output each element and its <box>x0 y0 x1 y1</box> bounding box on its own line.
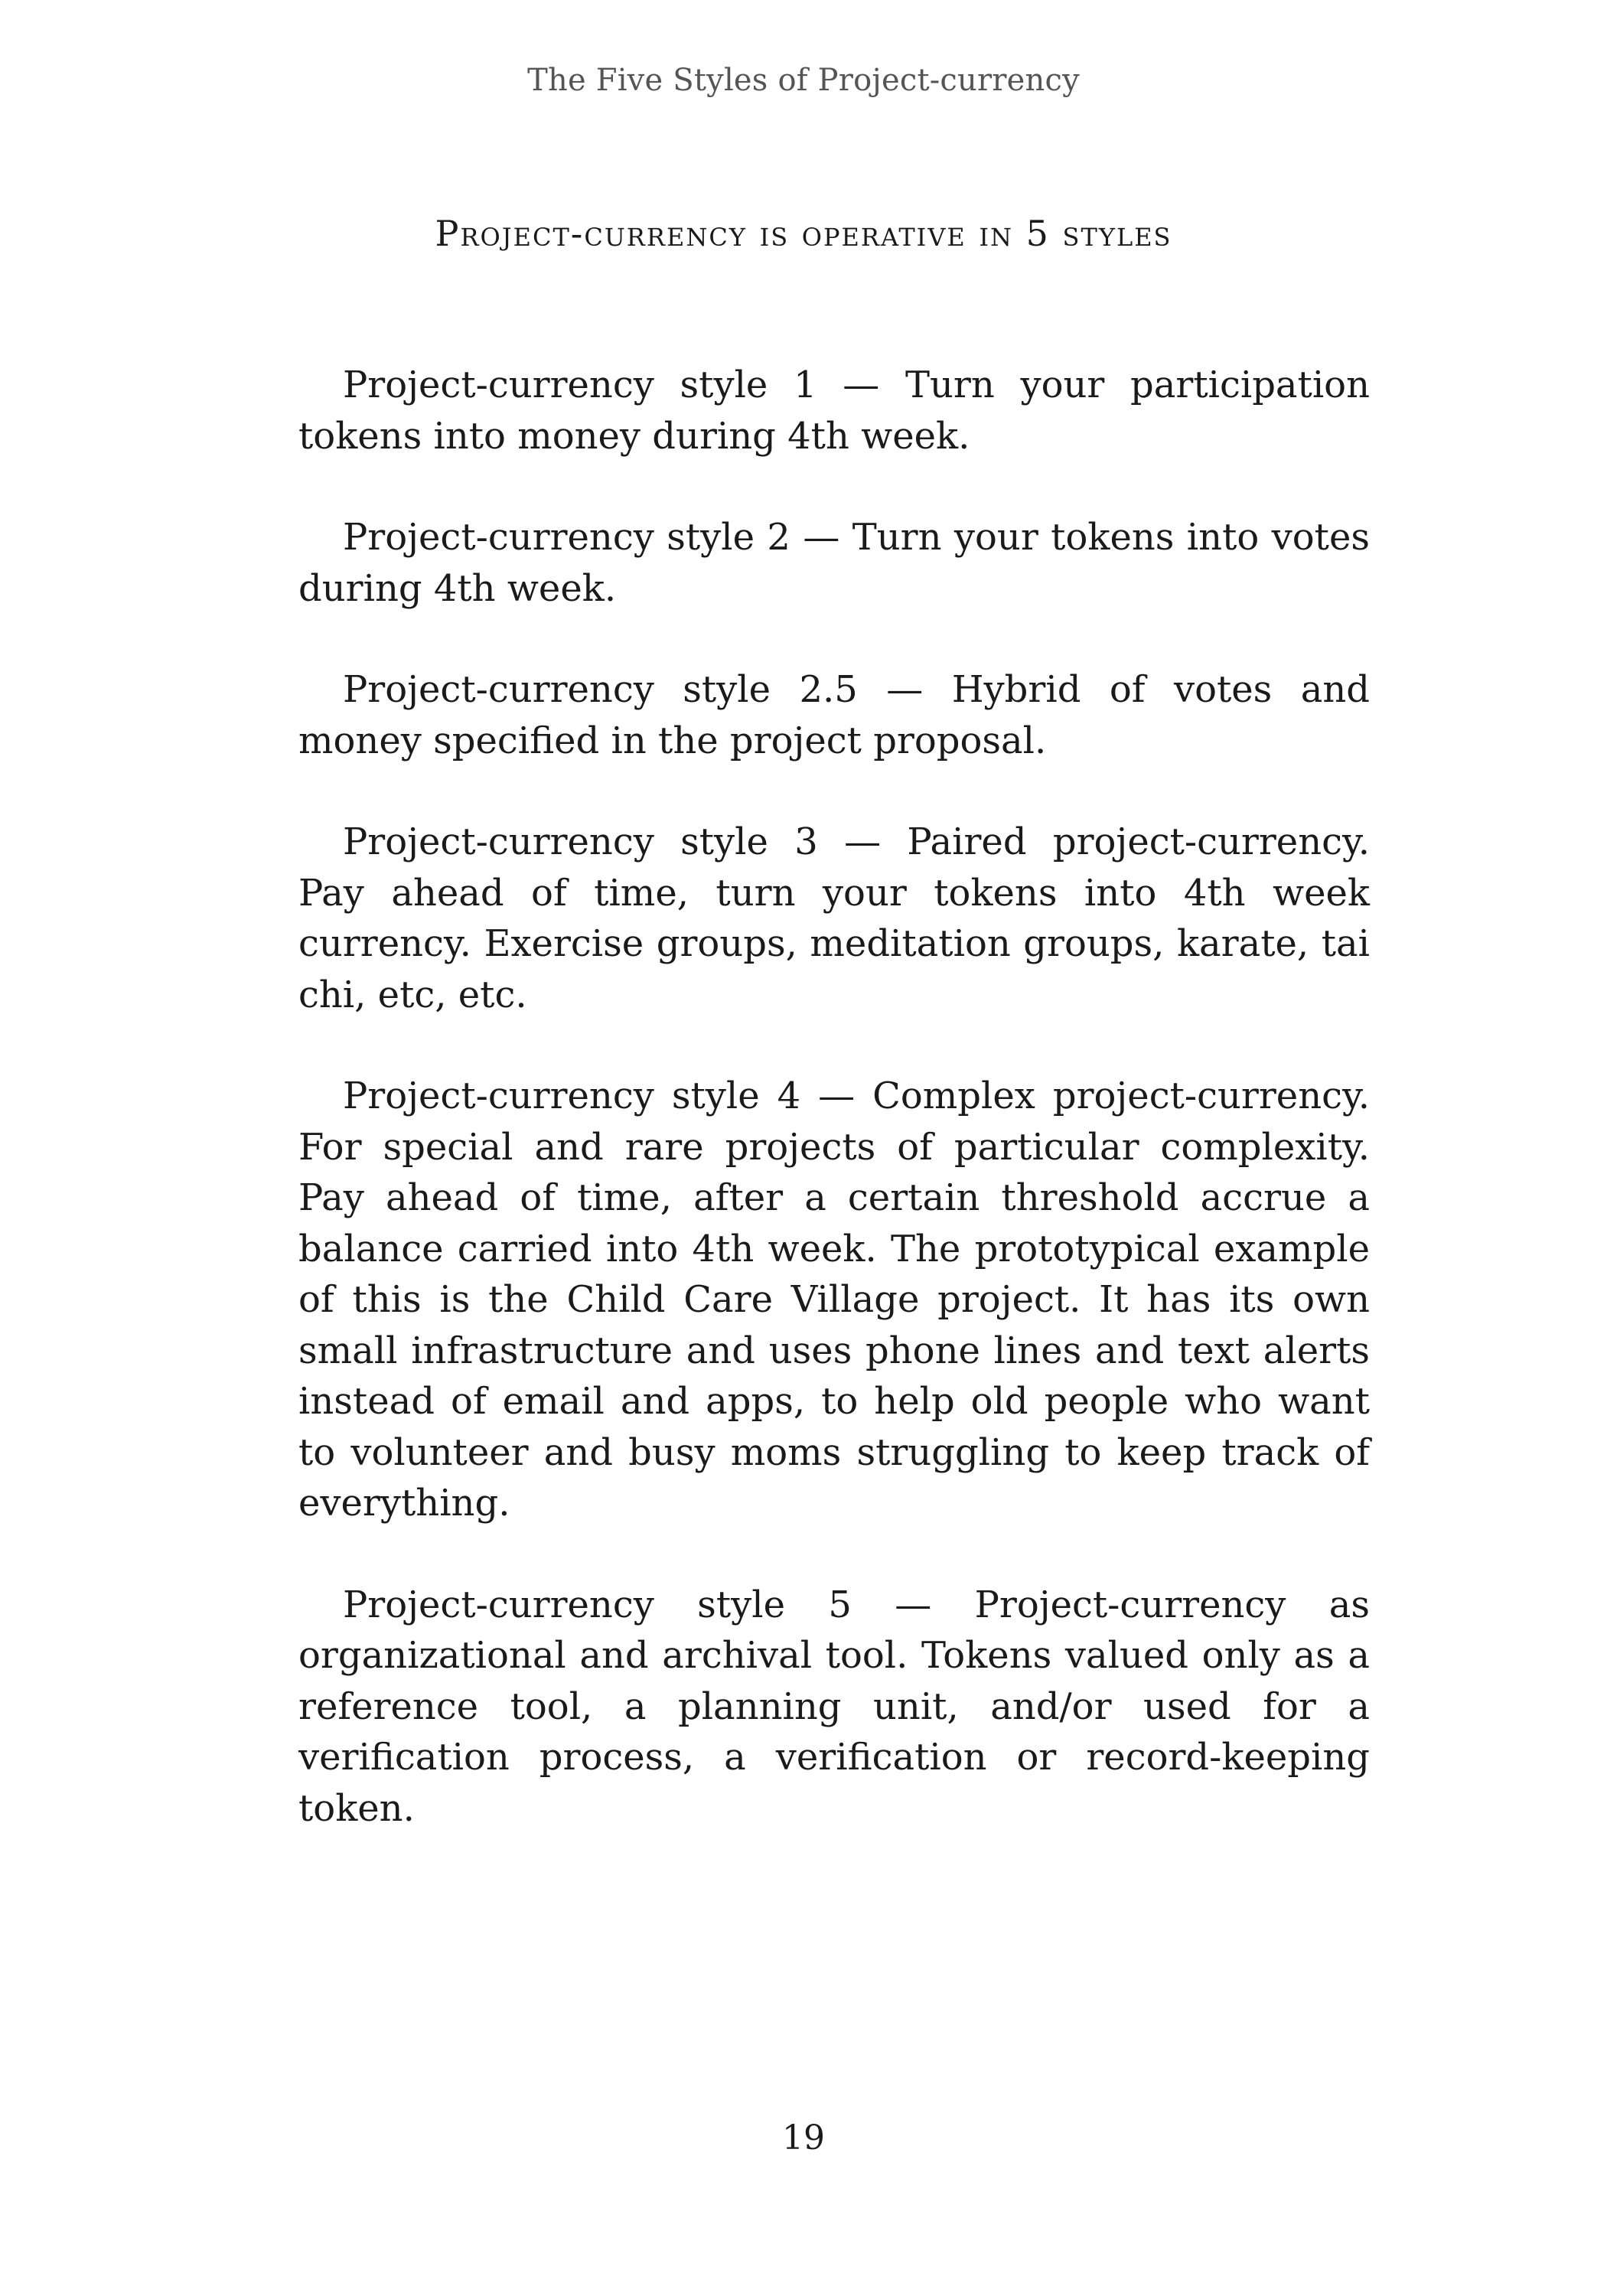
body-text <box>298 360 1370 1884</box>
paragraph-style-1: Project-currency style 1 — Turn your participation tokens into money during 4th week. <box>298 364 1370 458</box>
paragraph-style-3: Project-currency style 3 — Paired project-currency. Pay ahead of time, turn your tokens into 4th week currency. Exercise groups, meditation groups, karate, tai chi, etc, etc. <box>298 820 1370 1016</box>
section-title: Project-currency is operative in 5 styles <box>435 213 1172 254</box>
paragraph-style-2-5: Project-currency style 2.5 — Hybrid of votes and money specified in the project proposal. <box>298 668 1370 762</box>
running-header: The Five Styles of Project-currency <box>527 63 1080 98</box>
paragraph-style-5: Project-currency style 5 — Project-currency as organizational and archival tool. Tokens valued only as a reference tool, a planning unit, and/or used for a verification process, a verification or record-keeping token. <box>298 1583 1370 1830</box>
paragraph-style-2: Project-currency style 2 — Turn your tokens into votes during 4th week. <box>298 516 1370 610</box>
paragraph-style-4: Project-currency style 4 — Complex project-currency. For special and rare projects of particular complexity. Pay ahead of time, after a certain threshold accrue a balance carried into 4th week. The prototypical example of this is the Child Care Village project. It has its own small infrastructure and uses phone lines and text alerts instead of email and apps, to help old people who want to volunteer and busy moms struggling to keep track of everything. <box>298 1075 1370 1525</box>
page-number: 19 <box>782 2118 825 2157</box>
